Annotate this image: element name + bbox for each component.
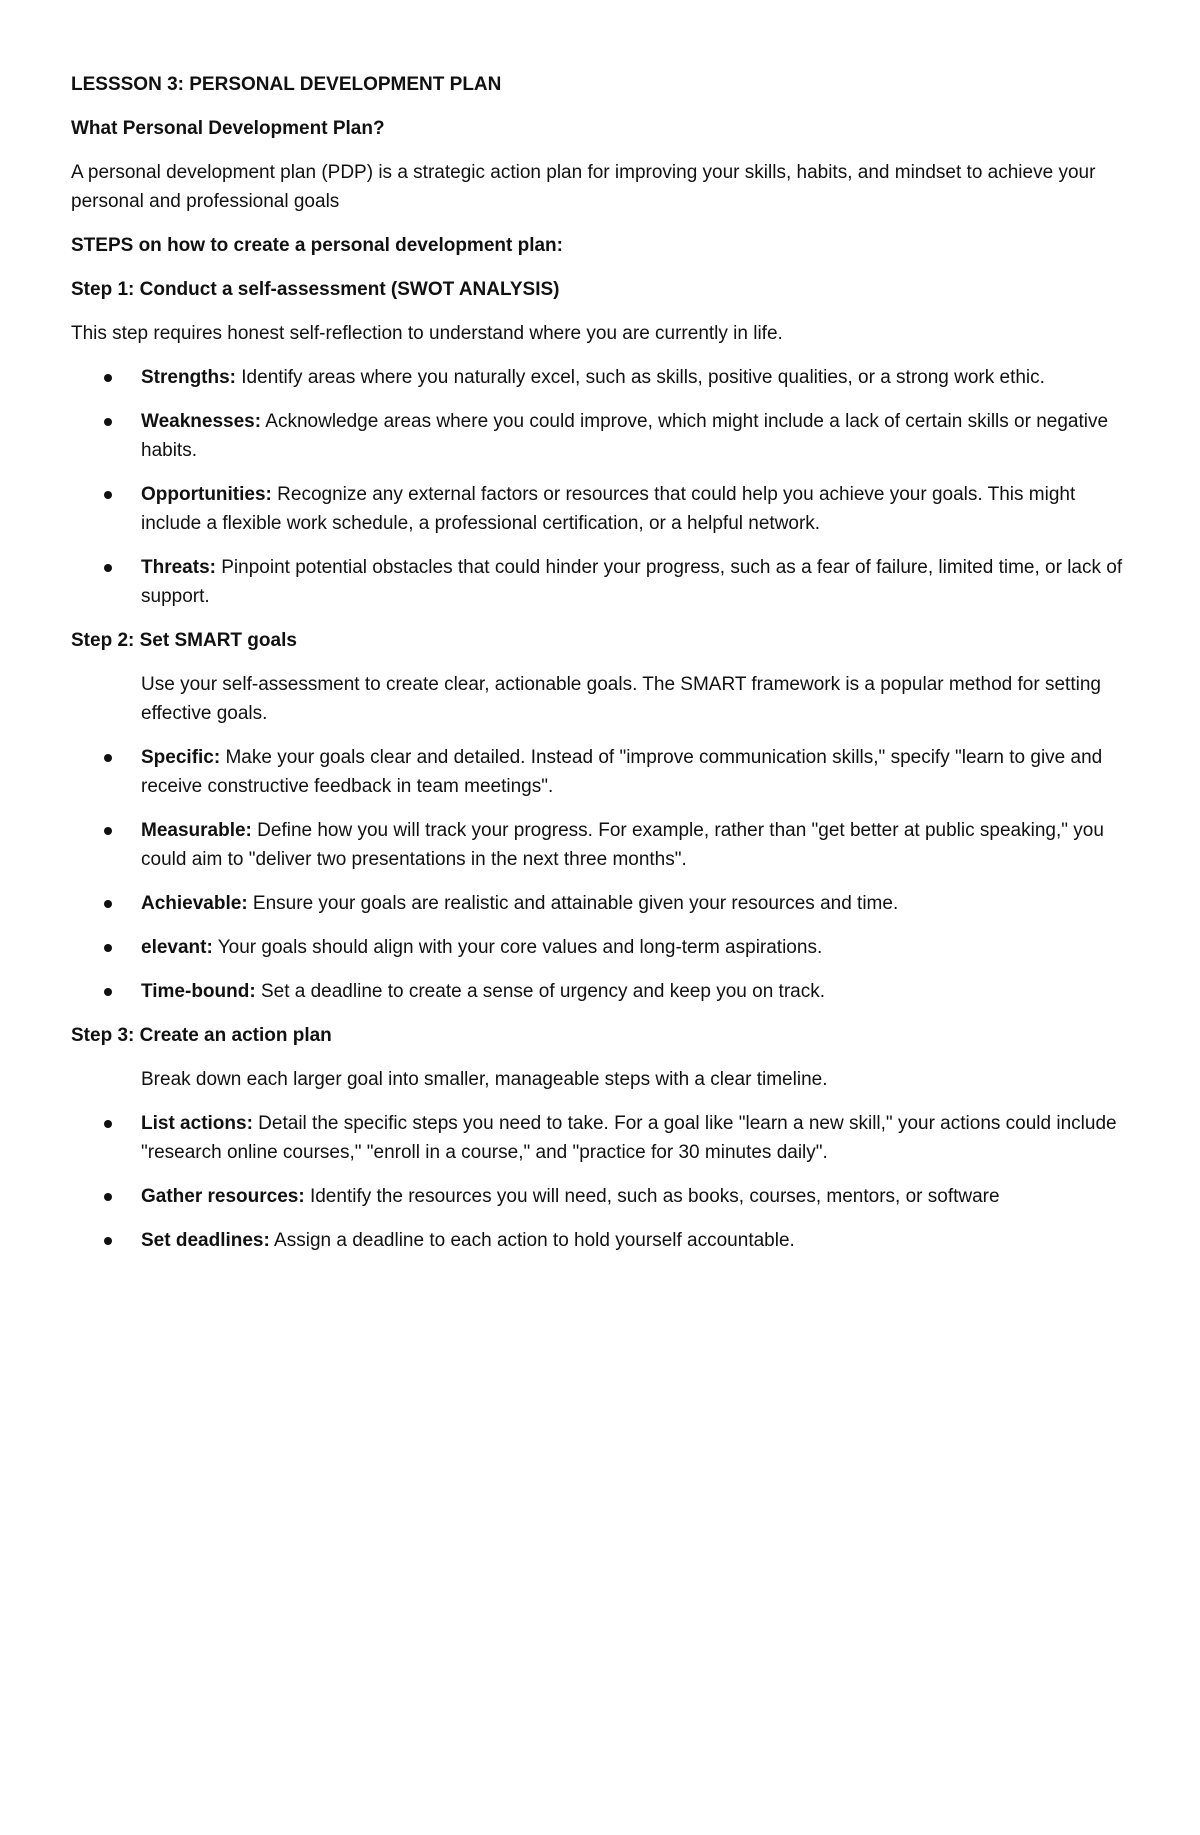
list-item-text: Make your goals clear and detailed. Instead of "improve communication skills," specify "learn to give and receive constructive feedback in team meetings". xyxy=(141,747,1103,797)
list-item xyxy=(71,743,1131,801)
list-item xyxy=(71,553,1131,611)
intro-paragraph: A personal development plan (PDP) is a strategic action plan for improving your skills, habits, and mindset to achieve your personal and professional goals xyxy=(71,162,1096,212)
list-item-term: List actions: xyxy=(141,1113,253,1134)
list-item-term: Set deadlines: xyxy=(141,1230,270,1251)
list-item xyxy=(71,933,1131,962)
list-item-text: Identify the resources you will need, such as books, courses, mentors, or software xyxy=(304,1186,1000,1207)
bullet-icon xyxy=(104,754,112,762)
list-item-term: Measurable: xyxy=(141,820,252,841)
step1-heading: Step 1: Conduct a self-assessment (SWOT ANALYSIS) xyxy=(71,279,560,300)
bullet-icon xyxy=(104,564,112,572)
list-item-text: Pinpoint potential obstacles that could hinder your progress, such as a fear of failure, limited time, or lack of support. xyxy=(141,557,1123,607)
section-question: What Personal Development Plan? xyxy=(71,118,385,139)
bullet-icon xyxy=(104,1237,112,1245)
step3-list xyxy=(71,1109,1131,1255)
list-item xyxy=(71,1182,1131,1211)
list-item-text: Detail the specific steps you need to take. For a goal like "learn a new skill," your actions could include "research online courses," "enroll in a course," and "practice for 30 minutes daily". xyxy=(141,1113,1117,1163)
bullet-icon xyxy=(104,374,112,382)
list-item xyxy=(71,480,1131,538)
list-item-term: Achievable: xyxy=(141,893,248,914)
list-item xyxy=(71,977,1131,1006)
list-item-text: Your goals should align with your core values and long-term aspirations. xyxy=(212,937,823,958)
bullet-icon xyxy=(104,1120,112,1128)
list-item-term: Opportunities: xyxy=(141,484,272,505)
step2-description: Use your self-assessment to create clear, actionable goals. The SMART framework is a popular method for setting effective goals. xyxy=(141,674,1101,724)
list-item-text: Acknowledge areas where you could improve, which might include a lack of certain skills or negative habits. xyxy=(141,411,1109,461)
list-item-term: Threats: xyxy=(141,557,216,578)
bullet-icon xyxy=(104,827,112,835)
list-item xyxy=(71,1226,1131,1255)
step3-description: Break down each larger goal into smaller, manageable steps with a clear timeline. xyxy=(141,1069,828,1090)
step2-heading: Step 2: Set SMART goals xyxy=(71,630,297,651)
step1-description: This step requires honest self-reflection to understand where you are currently in life. xyxy=(71,323,783,344)
step3-heading: Step 3: Create an action plan xyxy=(71,1025,332,1046)
list-item xyxy=(71,1109,1131,1167)
list-item-text: Identify areas where you naturally excel, such as skills, positive qualities, or a strong work ethic. xyxy=(236,367,1045,388)
step1-list xyxy=(71,363,1131,611)
list-item-term: Weaknesses: xyxy=(141,411,262,432)
list-item-term: Time-bound: xyxy=(141,981,256,1002)
bullet-icon xyxy=(104,988,112,996)
list-item-text: Ensure your goals are realistic and attainable given your resources and time. xyxy=(247,893,899,914)
list-item xyxy=(71,363,1131,392)
bullet-icon xyxy=(104,944,112,952)
list-item-text: Set a deadline to create a sense of urgency and keep you on track. xyxy=(255,981,826,1002)
list-item xyxy=(71,816,1131,874)
list-item xyxy=(71,889,1131,918)
lesson-title: LESSSON 3: PERSONAL DEVELOPMENT PLAN xyxy=(71,74,502,95)
list-item-term: Specific: xyxy=(141,747,221,768)
steps-heading: STEPS on how to create a personal development plan: xyxy=(71,235,563,256)
list-item-term: Gather resources: xyxy=(141,1186,305,1207)
list-item-text: Assign a deadline to each action to hold yourself accountable. xyxy=(269,1230,795,1251)
step2-list xyxy=(71,743,1131,1006)
list-item-term: elevant: xyxy=(141,937,213,958)
bullet-icon xyxy=(104,1193,112,1201)
list-item-term: Strengths: xyxy=(141,367,236,388)
list-item xyxy=(71,407,1131,465)
list-item-text: Define how you will track your progress. For example, rather than "get better at public speaking," you could aim to "deliver two presentations in the next three months". xyxy=(141,820,1104,870)
bullet-icon xyxy=(104,900,112,908)
list-item-text: Recognize any external factors or resources that could help you achieve your goals. This might include a flexible work schedule, a professional certification, or a helpful network. xyxy=(141,484,1076,534)
bullet-icon xyxy=(104,491,112,499)
document-page xyxy=(71,70,1131,1270)
bullet-icon xyxy=(104,418,112,426)
